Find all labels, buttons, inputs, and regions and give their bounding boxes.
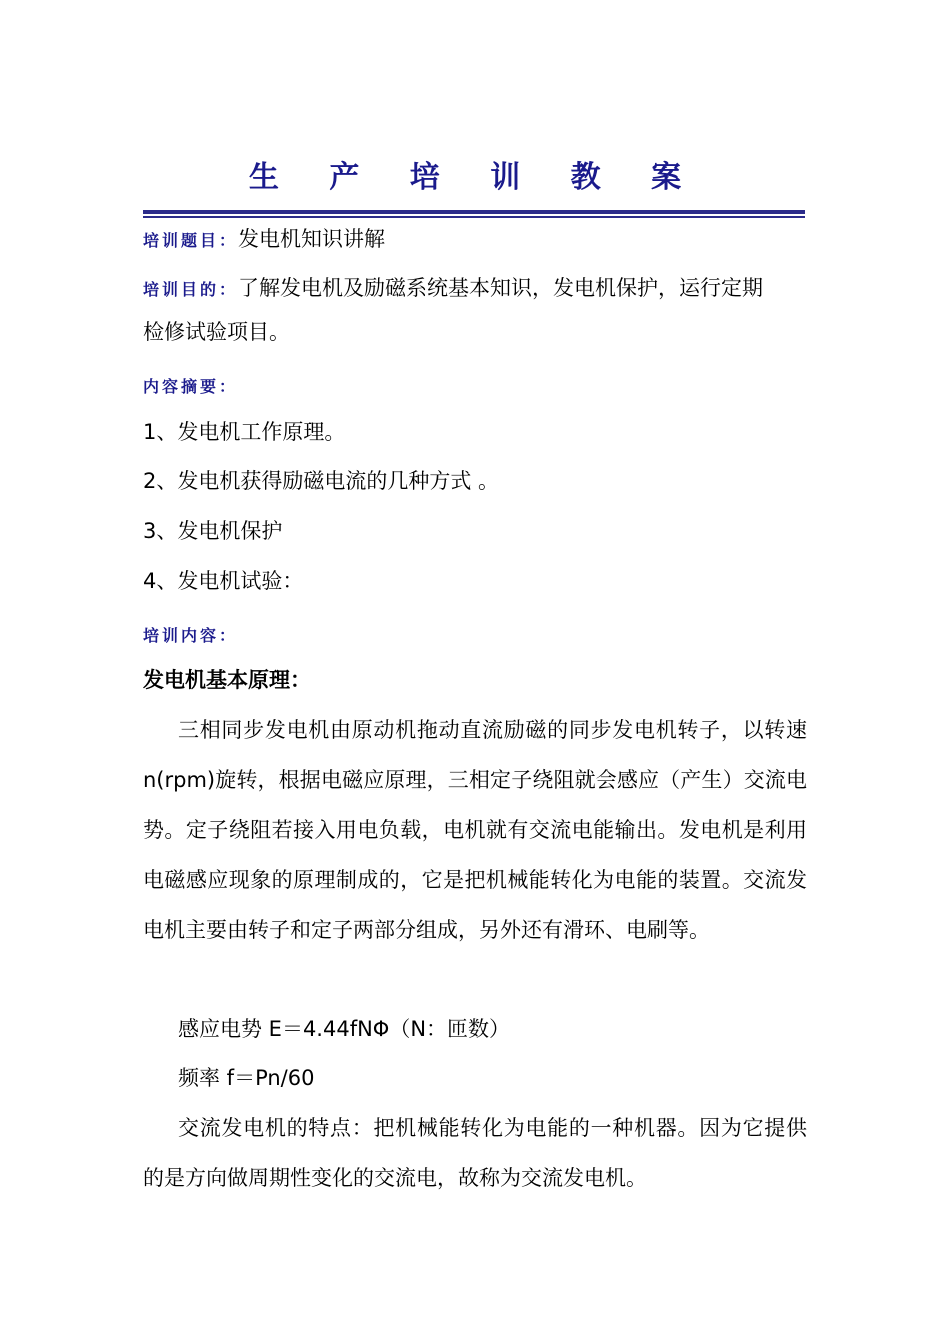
body-paragraph-2: 交流发电机的特点：把机械能转化为电能的一种机器。因为它提供的是方向做周期性变化的交流电，故称为交流发电机。 <box>143 1116 807 1190</box>
formula-emf: 感应电势 E＝4.44fNΦ（N：匝数） <box>178 1017 511 1041</box>
topic-line <box>143 224 807 256</box>
summary-label: 内容摘要： <box>143 377 239 396</box>
section-heading: 发电机基本原理： <box>143 668 311 692</box>
title-rule-thick <box>143 210 805 214</box>
title-rule-thin <box>143 216 805 218</box>
objective-text-2: 检修试验项目。 <box>143 320 290 344</box>
document-title: 生 产 培 训 教 案 <box>248 160 702 195</box>
summary-item: 3、发电机保护 <box>143 519 283 543</box>
summary-label-line <box>143 370 807 402</box>
formula-frequency: 频率 f＝Pn/60 <box>178 1066 315 1090</box>
summary-item: 1、发电机工作原理。 <box>143 420 346 444</box>
summary-item: 4、发电机试验： <box>143 569 304 593</box>
topic-value: 发电机知识讲解 <box>238 227 386 251</box>
content-label-line <box>143 619 807 651</box>
summary-item: 2、发电机获得励磁电流的几种方式 。 <box>143 469 500 493</box>
content-label: 培训内容： <box>143 626 239 645</box>
objective-line-2 <box>143 317 807 347</box>
topic-label: 培训题目： <box>143 231 239 250</box>
objective-text-1: 了解发电机及励磁系统基本知识，发电机保护，运行定期 <box>238 276 764 300</box>
objective-label: 培训目的： <box>143 280 239 299</box>
objective-line-1 <box>143 273 807 305</box>
body-paragraph-1: 三相同步发电机由原动机拖动直流励磁的同步发电机转子，以转速 n(rpm)旋转，根据电磁应原理，三相定子绕阻就会感应（产生）交流电势。定子绕阻若接入用电负载，电机就有交流电能输出。发电机是利用电磁感应现象的原理制成的，它是把机械能转化为电能的装置。交流发电机主要由转子和定子两部分组成，另外还有滑环、电刷等。 <box>143 718 807 942</box>
